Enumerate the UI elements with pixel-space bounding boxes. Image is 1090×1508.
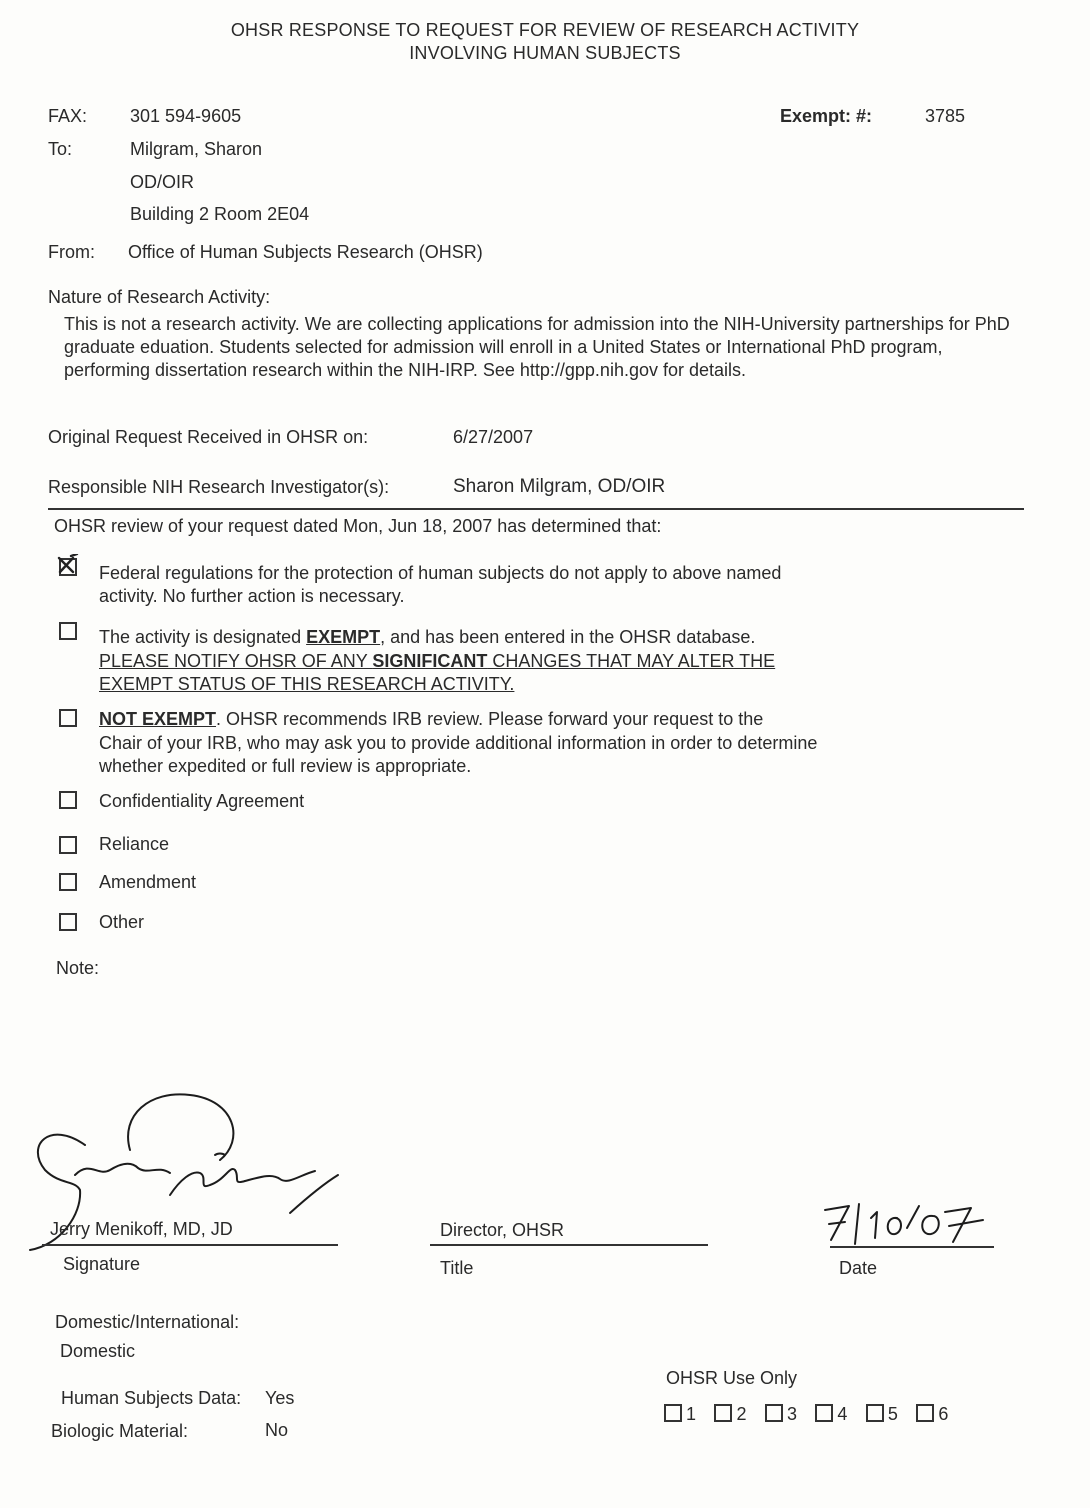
fax-label: FAX: [48,106,88,126]
signature-line [42,1244,338,1246]
biologic-material-value: No [265,1420,289,1440]
ohsr-use-checkbox-2[interactable] [714,1404,732,1422]
federal-checkbox[interactable] [59,558,77,576]
exempt-checkbox[interactable] [59,622,77,640]
exempt-notice-line2: EXEMPT STATUS OF THIS RESEARCH ACTIVITY. [99,674,515,694]
ohsr-use-checkbox-6[interactable] [916,1404,934,1422]
ohsr-use-only-options [664,1404,962,1425]
not-exempt-checkbox[interactable] [59,709,77,727]
document-title-line1: OHSR RESPONSE TO REQUEST FOR REVIEW OF RESEARCH ACTIVITY [230,20,860,40]
exempt-text-line1 [99,627,755,648]
from-label: From: [48,242,95,262]
check-mark-icon [57,554,79,576]
to-name: Milgram, Sharon [130,139,263,159]
ohsr-use-option-1[interactable] [664,1404,696,1424]
not-exempt-text-post: . OHSR recommends IRB review. Please forward your request to the [216,709,764,729]
ohsr-use-option-6-label: 6 [938,1404,949,1424]
nature-text: This is not a research activity. We are collecting applications for admission into the NIH-University partnerships for PhD graduate eduation. Students selected for admission will enroll in a United States or International PhD program, performing dissertation research within the NIH-IRP. See http://gpp.nih.gov for details. [64,314,1010,380]
ohsr-use-only-label: OHSR Use Only [666,1368,798,1388]
ohsr-use-option-2-label: 2 [736,1404,747,1424]
to-dept: OD/OIR [130,172,195,192]
fax-value: 301 594-9605 [130,106,242,126]
document-title-line2: INVOLVING HUMAN SUBJECTS [409,43,681,63]
original-request-date: 6/27/2007 [453,427,534,447]
original-request-label: Original Request Received in OHSR on: [48,427,369,447]
exempt-notice-post: CHANGES THAT MAY ALTER THE [487,651,776,671]
date-line [830,1246,994,1248]
not-exempt-text-line3: whether expedited or full review is appropriate. [99,756,472,776]
federal-text-line1: Federal regulations for the protection of human subjects do not apply to above named [99,563,782,583]
ohsr-use-checkbox-4[interactable] [815,1404,833,1422]
ohsr-use-option-3-label: 3 [786,1404,797,1424]
biologic-material-label: Biologic Material: [51,1421,189,1441]
human-subjects-value: Yes [265,1388,295,1408]
ohsr-use-option-3[interactable] [765,1404,797,1424]
not-exempt-keyword: NOT EXEMPT [99,709,217,729]
reliance-label: Reliance [99,834,170,854]
note-label: Note: [56,958,100,978]
amendment-checkbox[interactable] [59,873,77,891]
exempt-number-label: Exempt: #: [780,106,873,126]
other-checkbox[interactable] [59,913,77,931]
exempt-text-post: , and has been entered in the OHSR database. [380,627,756,647]
ohsr-use-checkbox-1[interactable] [664,1404,682,1422]
ohsr-use-option-1-label: 1 [686,1404,697,1424]
handwritten-date [815,1198,995,1248]
domestic-international-value: Domestic [60,1341,136,1361]
review-statement: OHSR review of your request dated Mon, Jun 18, 2007 has determined that: [54,516,662,536]
ohsr-use-option-2[interactable] [714,1404,746,1424]
ohsr-use-option-6[interactable] [916,1404,948,1424]
domestic-international-label: Domestic/International: [55,1312,240,1332]
ohsr-use-checkbox-5[interactable] [866,1404,884,1422]
date-label: Date [839,1258,878,1278]
investigator-label: Responsible NIH Research Investigator(s): [48,477,390,497]
reliance-checkbox[interactable] [59,836,77,854]
ohsr-use-checkbox-3[interactable] [765,1404,783,1422]
human-subjects-label: Human Subjects Data: [61,1388,242,1408]
from-value: Office of Human Subjects Research (OHSR) [128,242,483,262]
exempt-number-value: 3785 [925,106,966,126]
amendment-label: Amendment [99,872,197,892]
exempt-text-pre: The activity is designated [99,627,307,647]
title-value: Director, OHSR [440,1220,565,1240]
federal-text-line2: activity. No further action is necessary. [99,586,405,606]
ohsr-use-option-5-label: 5 [887,1404,898,1424]
other-label: Other [99,912,145,932]
nature-label: Nature of Research Activity: [48,287,271,307]
section-divider [48,508,1024,510]
not-exempt-text-line2: Chair of your IRB, who may ask you to provide additional information in order to determine [99,733,818,753]
confidentiality-label: Confidentiality Agreement [99,791,305,811]
exempt-notice-keyword: SIGNIFICANT [372,651,488,671]
ohsr-use-option-4-label: 4 [837,1404,848,1424]
investigator-value: Sharon Milgram, OD/OIR [453,476,666,497]
title-label: Title [440,1258,474,1278]
signer-name: Jerry Menikoff, MD, JD [50,1219,233,1239]
ohsr-use-option-4[interactable] [815,1404,847,1424]
title-line [430,1244,708,1246]
to-location: Building 2 Room 2E04 [130,204,310,224]
exempt-notice-line1 [99,651,775,672]
signature-label: Signature [63,1254,141,1274]
to-label: To: [48,139,73,159]
not-exempt-text-line1 [99,709,763,730]
confidentiality-checkbox[interactable] [59,791,77,809]
exempt-keyword: EXEMPT [306,627,381,647]
ohsr-use-option-5[interactable] [866,1404,898,1424]
exempt-notice-pre: PLEASE NOTIFY OHSR OF ANY [99,651,373,671]
